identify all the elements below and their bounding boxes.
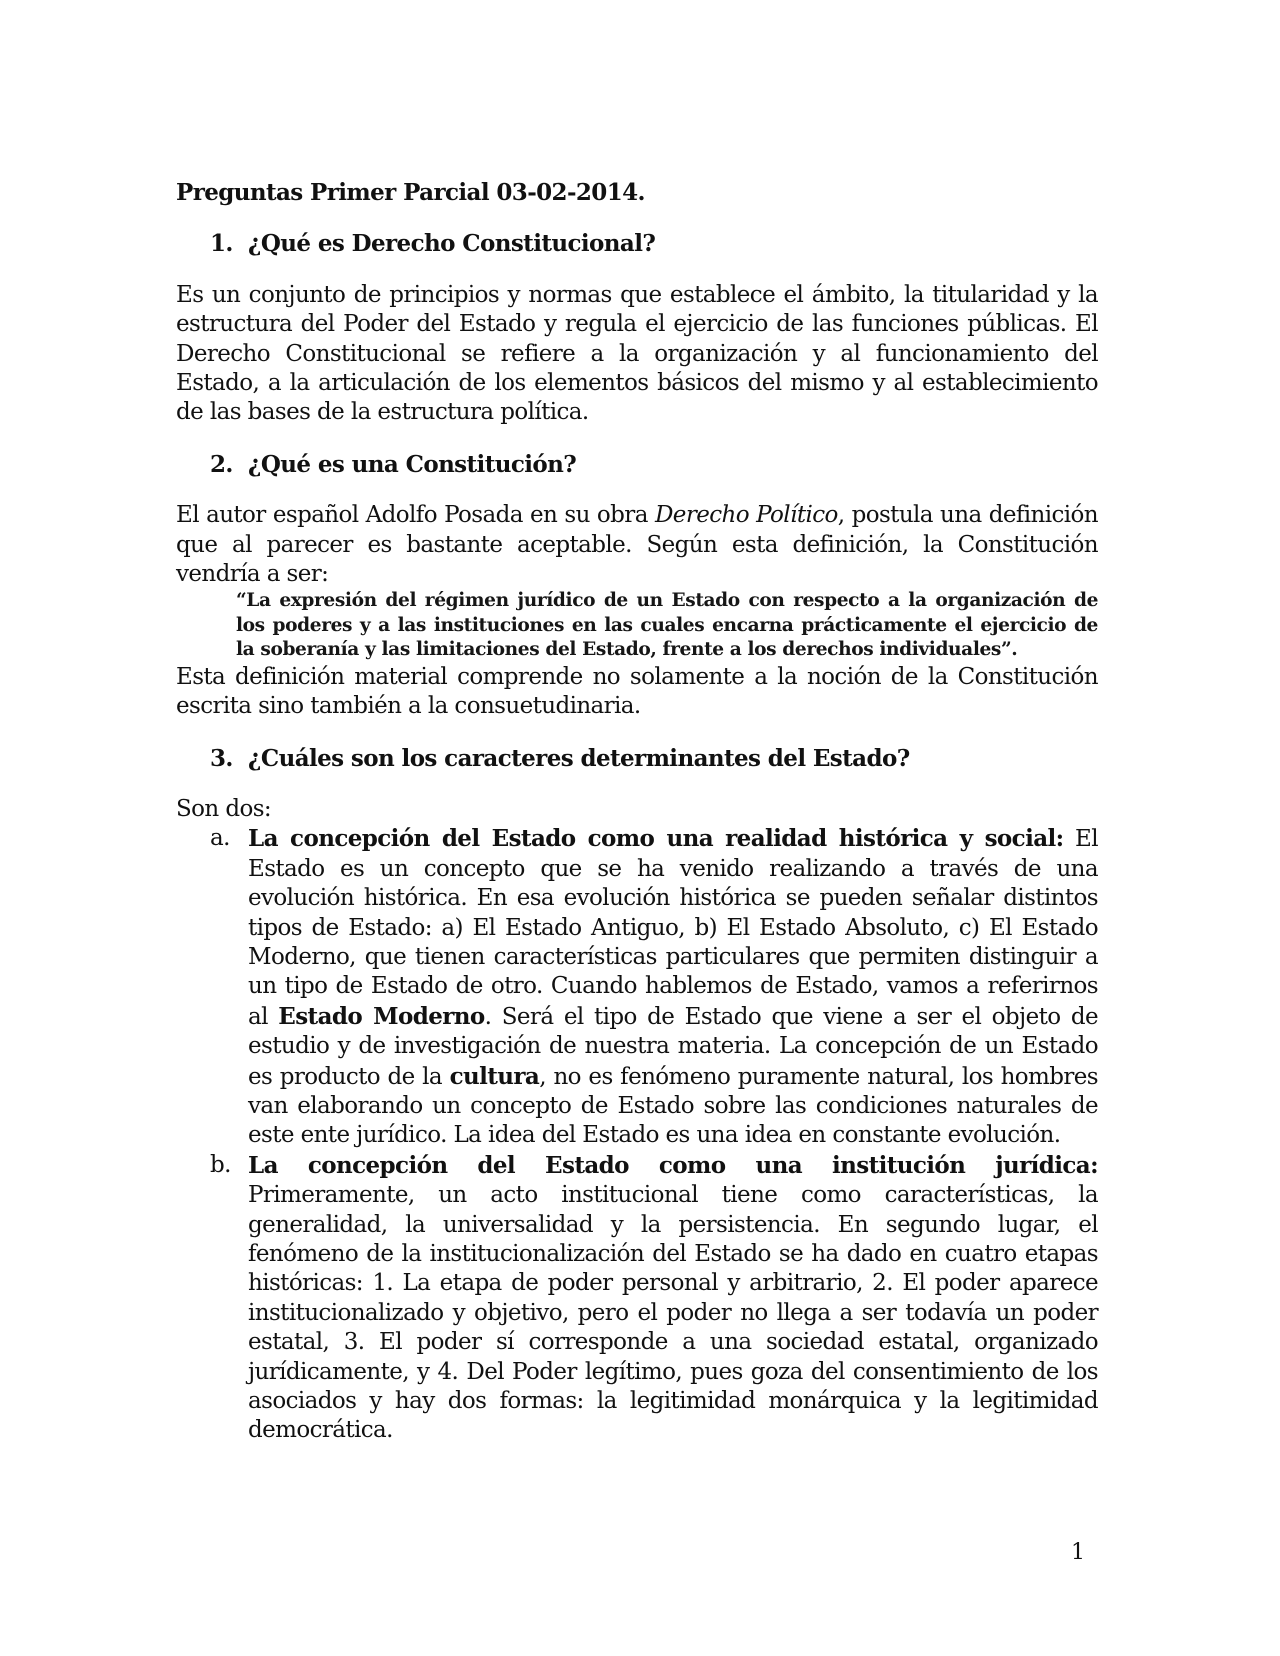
list-item-body: El Estado es un concepto que se ha venido realizando a través de una evolución histórica. En esa evolución histórica se pueden señalar distintos tipos de Estado: a) El Estado Antiguo, b) El Estado Absoluto, c) El Estado Moderno, que tienen características particulares que permiten distinguir a un tipo de Estado de otro. Cuando hablemos de Estado, vamos a referirnos al [248,826,1098,1030]
answer-2-conclusion: Esta definición material comprende no solamente a la noción de la Constitución escrita sino también a la consuetudinaria. [176,663,1098,720]
answer-1-paragraph: Es un conjunto de principios y normas que establece el ámbito, la titularidad y la estructura del Poder del Estado y regula el ejercicio de las funciones públicas. El Derecho Constitucional se refiere a la organización y al funcionamiento del Estado, a la articulación de los elementos básicos del mismo y al establecimiento de las bases de la estructura política. [176,281,1098,426]
list-item [176,824,1098,1150]
question-text: ¿Qué es Derecho Constitucional? [248,230,656,258]
question-1 [176,229,1098,258]
characters-list [176,824,1098,1446]
list-item-text [248,1151,1098,1446]
list-item-lead: La concepción del Estado como una realidad histórica y social: [248,825,1064,853]
list-item-body: , no es fenómeno puramente natural, los hombres van elaborando un concepto de Estado sobre las condiciones naturales de este ente jurídico. La idea del Estado es una idea en constante evolución. [248,1063,1098,1149]
page-number: 1 [1071,1540,1085,1565]
emphasis-cultura: cultura [449,1062,540,1090]
list-item-body: . Será el tipo de Estado que viene a ser el objeto de estudio y de investigación de nuestra materia. La concepción de un Estado es producto de la [248,1003,1098,1090]
list-item-lead: La concepción del Estado como una institución jurídica: [248,1151,1098,1179]
block-quote: “La expresión del régimen jurídico de un Estado con respecto a la organización de los poderes y a las instituciones en las cuales encarna prácticamente el ejercicio de la soberanía y las limitaciones del Estado, frente a los derechos individuales”. [236,590,1098,661]
answer-2-text-a: El autor español Adolfo Posada en su obra [176,502,655,529]
question-number: 3. [210,744,233,772]
answer-2-paragraph [176,501,1098,589]
list-item-text [248,824,1098,1150]
emphasis-estado-moderno: Estado Moderno [278,1002,485,1030]
list-item-body: Primeramente, un acto institucional tiene como características, la generalidad, la universalidad y la persistencia. En segundo lugar, el fenómeno de la institucionalización del Estado se ha dado en cuatro etapas históricas: 1. La etapa de poder personal y arbitrario, 2. El poder aparece institucionalizado y objetivo, pero el poder no llega a ser todavía un poder estatal, 3. El poder sí corresponde a una sociedad estatal, organizado jurídicamente, y 4. Del Poder legítimo, pues goza del consentimiento de los asociados y hay dos formas: la legitimidad monárquica y la legitimidad democrática. [248,1182,1098,1444]
question-2 [176,450,1098,479]
answer-2-text-b: , postula una definición que al parecer es bastante aceptable. Según esta definición, la Constitución vendría a ser: [176,502,1099,588]
document-title: Preguntas Primer Parcial 03-02-2014. [176,179,645,206]
list-item [176,1151,1098,1446]
answer-3-intro: Son dos: [176,795,272,822]
question-text: ¿Cuáles son los caracteres determinantes del Estado? [248,744,910,772]
list-marker: a. [210,825,230,852]
work-title: Derecho Político [654,502,838,529]
question-3 [176,744,1098,773]
question-number: 2. [210,450,233,478]
list-marker: b. [210,1151,231,1178]
question-text: ¿Qué es una Constitución? [248,450,577,478]
question-number: 1. [210,230,233,258]
document-body [176,178,1098,1446]
